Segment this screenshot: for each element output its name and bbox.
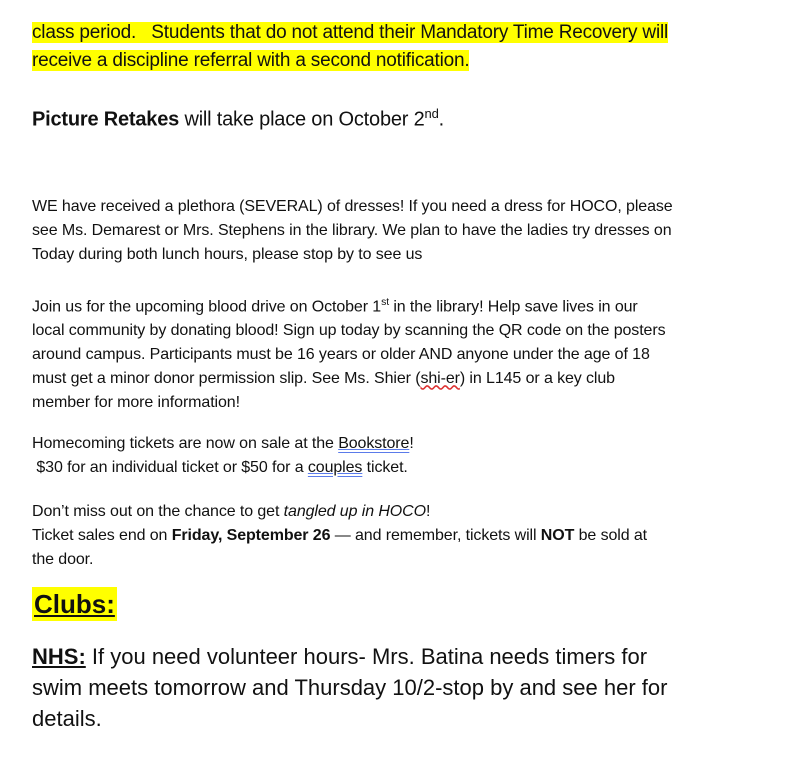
- text-line: member for more information!: [32, 394, 240, 412]
- clubs-heading-block: [32, 589, 117, 620]
- text-line: around campus. Participants must be 16 years or older AND anyone under the age of 18: [32, 346, 650, 364]
- retakes-label: Picture Retakes: [32, 108, 180, 131]
- text: !: [409, 435, 414, 452]
- text: Ticket sales end on: [32, 527, 172, 544]
- grammar-flag-couples[interactable]: couples: [307, 459, 363, 476]
- blood-drive-paragraph: [32, 291, 665, 415]
- text: ) in L145 or a key club: [459, 370, 615, 388]
- recovery-paragraph: [32, 19, 668, 75]
- bold-not: NOT: [540, 527, 575, 544]
- text: !: [425, 503, 431, 520]
- italic-text: tangled up in HOCO: [283, 503, 426, 520]
- highlighted-text: class period. Students that do not attend their Mandatory Time Recovery will: [32, 22, 669, 43]
- clubs-heading: Clubs:: [34, 589, 115, 619]
- text: $30 for an individual ticket or $50 for a: [32, 459, 308, 476]
- text-line: details.: [32, 706, 102, 731]
- text-line: swim meets tomorrow and Thursday 10/2-stop by and see her for: [32, 675, 668, 700]
- retakes-paragraph: [32, 100, 444, 134]
- text: must get a minor donor permission slip. See Ms. Shier (: [32, 370, 421, 388]
- deadline-paragraph: [32, 500, 647, 572]
- text: If you need volunteer hours- Mrs. Batina needs timers for: [85, 644, 648, 669]
- text: be sold at: [574, 527, 648, 544]
- grammar-flag-bookstore[interactable]: Bookstore: [338, 435, 410, 452]
- text: Don’t miss out on the chance to get: [32, 503, 284, 520]
- nhs-paragraph: [32, 641, 667, 734]
- text-line: WE have received a plethora (SEVERAL) of dresses! If you need a dress for HOCO, please: [32, 198, 673, 215]
- text-line: see Ms. Demarest or Mrs. Stephens in the library. We plan to have the ladies try dresses on: [32, 222, 672, 239]
- spelling-flag[interactable]: shi-er: [420, 370, 460, 388]
- tickets-paragraph: [32, 432, 414, 480]
- retakes-text: will take place on October 2: [179, 108, 425, 131]
- text-line: local community by donating blood! Sign up today by scanning the QR code on the posters: [32, 322, 666, 340]
- text-line: Today during both lunch hours, please stop by to see us: [32, 246, 423, 263]
- text: in the library! Help save lives in our: [388, 298, 638, 316]
- ordinal-suffix: nd: [424, 106, 439, 121]
- text: — and remember, tickets will: [330, 527, 541, 544]
- text-line: the door.: [32, 551, 94, 568]
- text: Join us for the upcoming blood drive on October 1: [32, 298, 382, 316]
- period: .: [438, 108, 444, 131]
- text: Homecoming tickets are now on sale at the: [32, 435, 339, 452]
- highlighted-text: receive a discipline referral with a second notification.: [32, 50, 470, 71]
- nhs-label: NHS:: [32, 644, 86, 669]
- ordinal-suffix: st: [381, 297, 389, 308]
- text: ticket.: [362, 459, 408, 476]
- bold-date: Friday, September 26: [171, 527, 331, 544]
- dresses-paragraph: [32, 195, 673, 267]
